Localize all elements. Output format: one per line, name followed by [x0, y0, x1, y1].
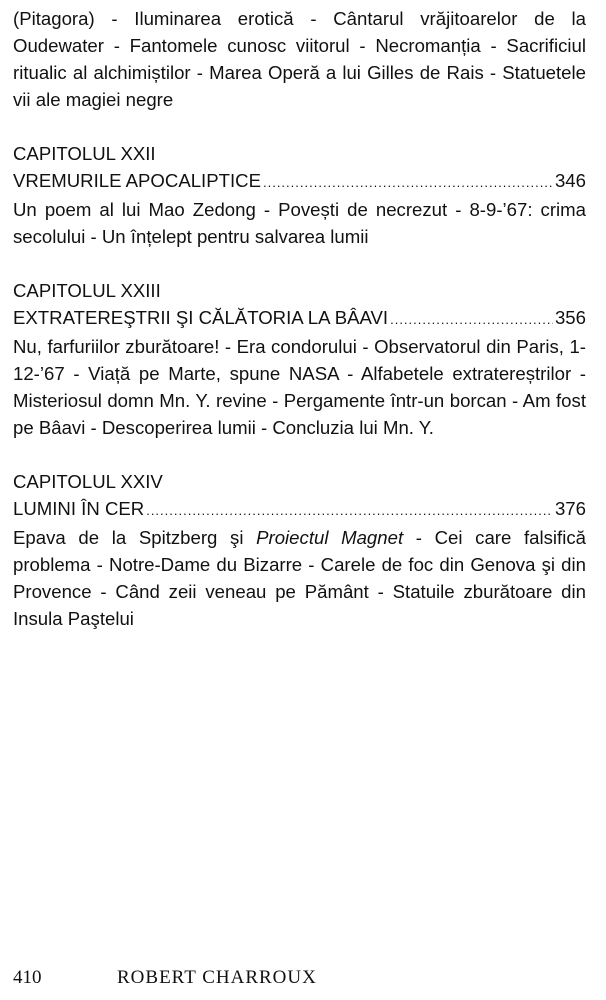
description-text: - Cei care falsifică problema - Notre-Dame du Bizarre - Carele de foc din Genova şi din Provence - Când zeii veneau pe Pământ - Statuile zburătoare din Insula Paştelui: [13, 527, 586, 629]
chapter-description: [13, 524, 586, 632]
toc-entry: [13, 167, 586, 196]
description-italic-text: Proiectul Magnet: [256, 527, 404, 548]
chapter-xxiv: [13, 468, 586, 632]
chapter-page-number: 346: [554, 170, 586, 191]
toc-entry: [13, 495, 586, 524]
chapter-page-number: 356: [554, 307, 586, 328]
chapter-page-number: 376: [554, 498, 586, 519]
leader-dots: [146, 497, 553, 524]
chapter-xxii: [13, 140, 586, 250]
intro-paragraph: (Pitagora) - Iluminarea erotică - Cântarul vrăjitoarelor de la Oudewater - Fantomele cunosc viitorul - Necromanția - Sacrificiul ritualic al alchimiștilor - Marea Operă a lui Gilles de Rais - Statuetele vii ale magiei negre: [13, 8, 586, 110]
chapter-label: CAPITOLUL XXIII: [13, 280, 161, 301]
chapter-title: EXTRATEREŞTRII ŞI CĂLĂTORIA LA BÂAVI: [13, 307, 389, 328]
toc-entry: [13, 304, 586, 333]
chapter-description: Un poem al lui Mao Zedong - Povești de necrezut - 8-9-’67: crima secolului - Un înțelept pentru salvarea lumii: [13, 199, 586, 247]
footer-page-number: 410: [13, 967, 42, 988]
chapter-title: VREMURILE APOCALIPTICE: [13, 170, 261, 191]
chapter-label: CAPITOLUL XXII: [13, 143, 156, 164]
toc-page: [13, 5, 586, 632]
description-text: Epava de la Spitzberg şi: [13, 527, 257, 548]
chapter-description: Nu, farfuriilor zburătoare! - Era condorului - Observatorul din Paris, 1-12-’67 - Viață pe Marte, spune NASA - Alfabetele extratereștrilor - Misteriosul domn Mn. Y. revine - Pergamente într-un borcan - Am fost pe Bâavi - Descoperirea lumii - Concluzia lui Mn. Y.: [13, 336, 586, 438]
footer-author: ROBERT CHARROUX: [117, 967, 317, 988]
page-footer: [13, 967, 317, 989]
chapter-title: LUMINI ÎN CER: [13, 498, 145, 519]
leader-dots: [390, 306, 553, 333]
leader-dots: [263, 169, 553, 196]
chapter-xxiii: [13, 277, 586, 441]
chapter-label: CAPITOLUL XXIV: [13, 471, 163, 492]
